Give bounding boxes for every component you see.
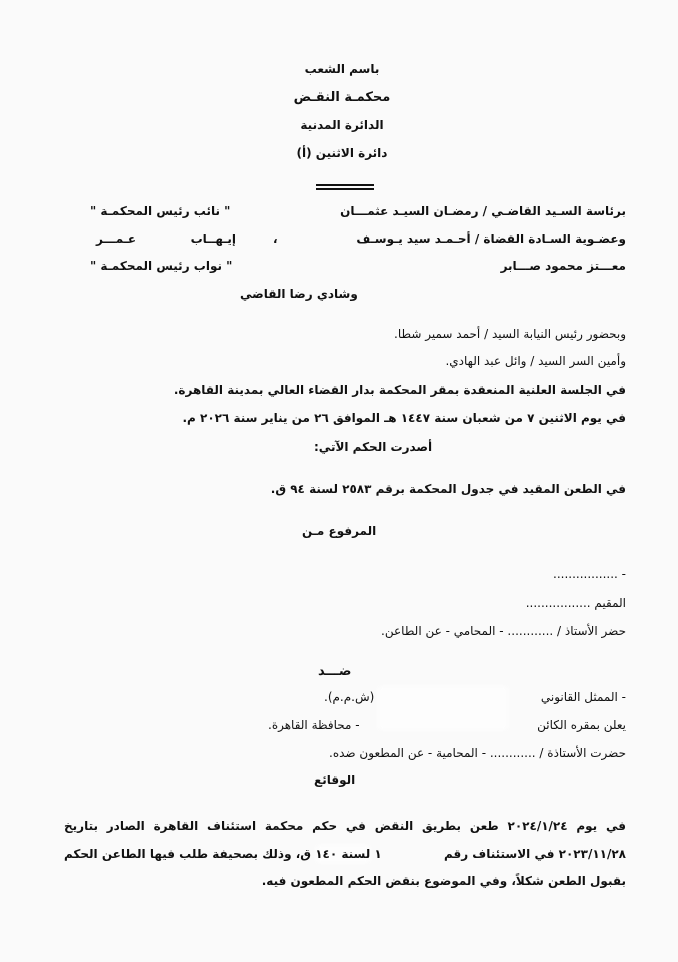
- respondent-governorate: - محافظة القاهرة.: [268, 718, 360, 732]
- redacted-area: [378, 686, 508, 730]
- facts-line-2b: ١ لسنة ١٤٠ ق، وذلك بصحيفة طلب فيها الطاعن الحكم: [64, 847, 382, 861]
- appellant-name: - .................: [553, 567, 626, 581]
- session-date: في يوم الاثنين ٧ من شعبان سنة ١٤٤٧ هـ الموافق ٢٦ من يناير سنة ٢٠٢٦ م.: [182, 411, 626, 425]
- header-divider: [316, 188, 374, 190]
- court-name: محكمـة النقـض: [293, 90, 391, 105]
- facts-line-2a: ٢٠٢٣/١١/٢٨ في الاستئناف رقم: [443, 847, 626, 861]
- members-title: " نواب رئيس المحكمـة ": [90, 259, 233, 273]
- respondent-lawyer: حضرت الأستاذة / ............ - المحامية - عن المطعون ضده.: [329, 746, 626, 760]
- member-ehab: إيـهــاب عـمـــر: [96, 232, 236, 246]
- header-divider: [316, 184, 374, 186]
- facts-line-1: في يوم ٢٠٢٤/١/٢٤ طعن بطريق النقض في حكم محكمة استئناف القاهرة الصادر بتاريخ: [64, 819, 626, 833]
- facts-heading: الوقائع: [314, 773, 356, 787]
- against-heading: ضـــد: [318, 664, 352, 679]
- ruling-heading: أصدرت الحكم الآتي:: [314, 440, 433, 454]
- header-in-name-of-people: باسم الشعب: [304, 62, 380, 76]
- company-type: (ش.م.م).: [324, 690, 375, 704]
- respondent-rep: - الممثل القانوني: [540, 690, 626, 704]
- appellant-lawyer: حضر الأستاذ / ............ - المحامي - عن الطاعن.: [381, 624, 626, 638]
- members-line: وعضـوية السـادة القضاة / أحـمـد سيد يـوسـف: [356, 232, 626, 246]
- presiding-judge: برئاسة السـيد القاضـي / رمضـان السيـد عثمـــان: [340, 204, 626, 218]
- prosecution-line: وبحضور رئيس النيابة السيد / أحمد سمير شطا.: [394, 327, 626, 341]
- division-name: الدائرة المدنية: [300, 118, 384, 132]
- member-shady: وشادي رضا القاضي: [240, 287, 358, 301]
- case-reference: في الطعن المقيد في جدول المحكمة برقم ٢٥٨٣ لسنة ٩٤ ق.: [270, 482, 626, 496]
- respondent-address-label: يعلن بمقره الكائن: [537, 718, 626, 732]
- member-moataz: معـــتز محمود صـــابر: [500, 259, 626, 273]
- appellant-residence: المقيم .................: [525, 596, 626, 610]
- facts-line-3: بقبول الطعن شكلاً، وفي الموضوع بنقض الحكم المطعون فيه.: [261, 874, 626, 888]
- session-location: في الجلسة العلنية المنعقدة بمقر المحكمة بدار القضاء العالي بمدينة القاهرة.: [173, 383, 626, 397]
- secretary-line: وأمين السر السيد / وائل عبد الهادي.: [445, 354, 626, 368]
- comma-separator: ،: [273, 232, 278, 246]
- presiding-title: " نائب رئيس المحكمـة ": [90, 204, 231, 218]
- appellant-heading: المرفوع مـن: [302, 524, 377, 538]
- circuit-name: دائرة الاثنين (أ): [296, 146, 388, 160]
